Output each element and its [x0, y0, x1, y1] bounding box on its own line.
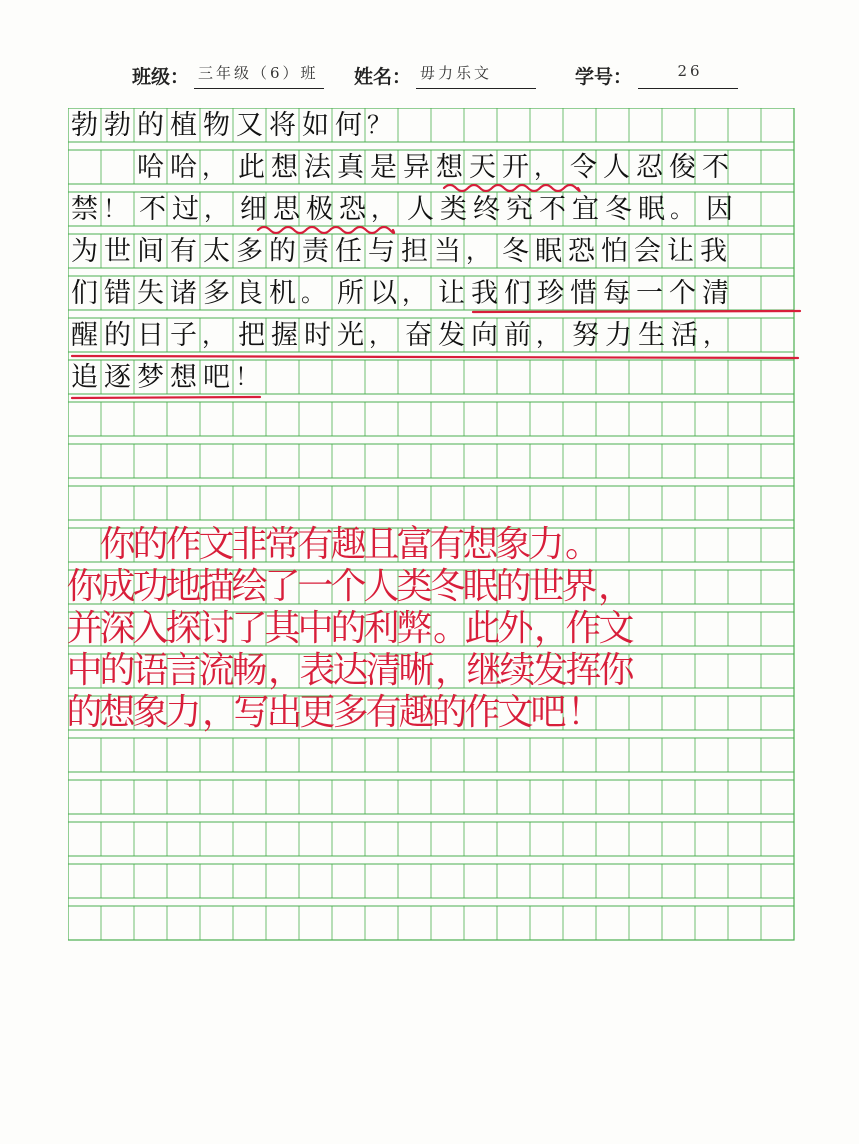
essay-char: ， [202, 153, 226, 181]
essay-char: 以 [370, 277, 397, 309]
comment-char: 中 [66, 650, 103, 691]
essay-char: 何 [335, 109, 362, 141]
essay-char: 极 [306, 193, 333, 225]
essay-line [68, 318, 736, 352]
comment-char: 有 [365, 692, 402, 733]
essay-char: 不 [702, 151, 729, 183]
essay-char: 俊 [669, 151, 696, 183]
essay-char: 眠 [535, 235, 562, 267]
essay-char: 怕 [601, 235, 628, 267]
essay-line [68, 360, 268, 394]
essay-char: 思 [273, 193, 300, 225]
essay-char: 发 [438, 319, 465, 351]
comment-char: 写 [233, 692, 270, 733]
comment-char: 眠 [462, 566, 499, 607]
essay-char: 子 [170, 319, 197, 351]
comment-char: 晰 [398, 650, 435, 691]
comment-char: 力 [165, 692, 202, 733]
essay-char: 冬 [502, 235, 529, 267]
essay-char: 奋 [405, 319, 432, 351]
essay-char: ， [466, 237, 490, 265]
class-label: 班级： [132, 66, 190, 88]
essay-char: 人 [407, 193, 434, 225]
comment-line [66, 650, 635, 691]
essay-char: 会 [634, 235, 661, 267]
essay-char: ？ [367, 111, 391, 139]
wavy-underline [258, 227, 394, 233]
comment-char: 续 [499, 650, 536, 691]
essay-char: 们 [504, 277, 531, 309]
essay-char: 担 [401, 235, 428, 267]
comment-char: 文 [497, 692, 534, 733]
essay-char: 真 [337, 151, 364, 183]
essay-char: 珍 [537, 277, 564, 309]
essay-char: 活 [671, 319, 698, 351]
comment-char: 言 [165, 650, 202, 691]
comment-char: 世 [528, 566, 565, 607]
comment-char: 趣 [398, 692, 435, 733]
essay-char [101, 150, 134, 184]
essay-char: 多 [203, 277, 230, 309]
essay-char: 前 [504, 319, 531, 351]
comment-char: 讨 [198, 608, 235, 649]
essay-char: 不 [139, 193, 166, 225]
essay-char: 梦 [137, 361, 164, 393]
comment-char: 人 [363, 566, 400, 607]
essay-char: 法 [304, 151, 331, 183]
comment-char: 有 [297, 524, 334, 565]
comment-char: 更 [299, 692, 336, 733]
comment-char: 入 [132, 608, 169, 649]
essay-char: 让 [667, 235, 694, 267]
comment-char: ， [598, 566, 635, 607]
comment-char: 地 [165, 566, 202, 607]
essay-char: 多 [236, 235, 263, 267]
comment-char: 力 [528, 524, 565, 565]
essay-char: 不 [539, 193, 566, 225]
comment-char: 类 [396, 566, 433, 607]
essay-char: 良 [236, 277, 263, 309]
essay-char: 将 [269, 109, 296, 141]
essay-char: 失 [137, 277, 164, 309]
comment-char: 的 [495, 566, 532, 607]
essay-char: 物 [203, 109, 230, 141]
comment-char: 作 [464, 692, 501, 733]
essay-char: 的 [104, 319, 131, 351]
essay-char: 吧 [203, 361, 230, 393]
essay-char: 开 [502, 151, 529, 183]
essay-char: 恐 [339, 193, 366, 225]
essay-char: ， [402, 279, 426, 307]
essay-char: 眠 [638, 193, 665, 225]
essay-char: 让 [438, 277, 465, 309]
essay-char: 想 [271, 151, 298, 183]
comment-char: 继 [466, 650, 503, 691]
comment-char: 外 [497, 608, 534, 649]
comment-char: 畅 [231, 650, 268, 691]
essay-char: 所 [337, 277, 364, 309]
comment-char: 深 [99, 608, 136, 649]
comment-char: ！ [567, 692, 604, 733]
essay-char: ， [204, 195, 228, 223]
comment-char: 的 [66, 692, 103, 733]
essay-char: 又 [236, 109, 263, 141]
comment-char: 清 [365, 650, 402, 691]
comment-char: 探 [165, 608, 202, 649]
essay-char: 醒 [71, 319, 98, 351]
comment-char: 挥 [565, 650, 602, 691]
comment-char: 作 [165, 524, 202, 565]
essay-char: 忍 [636, 151, 663, 183]
comment-char: ， [202, 692, 239, 733]
comment-char: 一 [297, 566, 334, 607]
comment-char: 绘 [231, 566, 268, 607]
essay-char: 生 [638, 319, 665, 351]
essay-char: 一 [636, 277, 663, 309]
comment-char: 成 [99, 566, 136, 607]
essay-char: ！ [235, 363, 259, 391]
essay-char: 努 [572, 319, 599, 351]
comment-char: 流 [198, 650, 235, 691]
essay-char: 握 [271, 319, 298, 351]
essay-char: 异 [403, 151, 430, 183]
essay-char: 如 [302, 109, 329, 141]
comment-char: 趣 [330, 524, 367, 565]
comment-char: 文 [598, 608, 635, 649]
essay-char: 与 [368, 235, 395, 267]
essay-char: 是 [370, 151, 397, 183]
name-value: 毋力乐文 [416, 62, 536, 89]
comment-char: 吧 [530, 692, 567, 733]
essay-char: 日 [137, 319, 164, 351]
comment-char: 达 [332, 650, 369, 691]
comment-char: 利 [363, 608, 400, 649]
class-value: 三年级（6）班 [194, 62, 324, 89]
essay-char: 想 [436, 151, 463, 183]
essay-line [68, 192, 736, 226]
comment-char: 多 [332, 692, 369, 733]
comment-char: 的 [99, 650, 136, 691]
essay-char: 终 [473, 193, 500, 225]
essay-char: ， [536, 321, 560, 349]
essay-char: 冬 [605, 193, 632, 225]
essay-char: 此 [238, 151, 265, 183]
essay-char: 时 [304, 319, 331, 351]
comment-char: 冬 [429, 566, 466, 607]
comment-char: 的 [431, 692, 468, 733]
essay-char: 有 [170, 235, 197, 267]
comment-char: 了 [231, 608, 268, 649]
comment-char: 的 [330, 608, 367, 649]
comment-char: 此 [464, 608, 501, 649]
number-value: 26 [638, 62, 738, 89]
comment-char: 作 [565, 608, 602, 649]
comment-char [68, 528, 101, 562]
essay-char: ， [371, 195, 395, 223]
comment-char: 你 [99, 524, 136, 565]
essay-char: 为 [71, 235, 98, 267]
essay-char: 勃 [104, 109, 131, 141]
essay-line [68, 276, 732, 310]
comment-char: 功 [132, 566, 169, 607]
comment-char: 弊 [396, 608, 433, 649]
essay-char: 类 [440, 193, 467, 225]
essay-line [68, 234, 730, 268]
essay-char: 哈 [170, 151, 197, 183]
essay-char: 惜 [570, 277, 597, 309]
essay-char: 逐 [104, 361, 131, 393]
essay-char: 机 [269, 277, 296, 309]
essay-char: 诸 [170, 277, 197, 309]
essay-char: 错 [104, 277, 131, 309]
comment-char: ， [534, 608, 571, 649]
comment-char: 非 [231, 524, 268, 565]
comment-char: 出 [266, 692, 303, 733]
essay-char: 过 [172, 193, 199, 225]
comment-char: 其 [264, 608, 301, 649]
comment-char: 。 [433, 608, 470, 649]
essay-char: 细 [240, 193, 267, 225]
number-label: 学号： [575, 66, 633, 88]
essay-char: ， [202, 321, 226, 349]
essay-char: 世 [104, 235, 131, 267]
comment-char: 象 [495, 524, 532, 565]
essay-char: 想 [170, 361, 197, 393]
essay-line [68, 150, 732, 184]
wavy-underline [444, 185, 580, 191]
essay-char: 令 [570, 151, 597, 183]
essay-char: 每 [603, 277, 630, 309]
comment-line [66, 566, 635, 607]
comment-line [66, 692, 604, 733]
straight-underline [473, 311, 800, 312]
comment-char: ， [268, 650, 305, 691]
comment-char: 常 [264, 524, 301, 565]
comment-char: 富 [396, 524, 433, 565]
comment-char: 你 [66, 566, 103, 607]
comment-char: 的 [132, 524, 169, 565]
essay-char: ， [703, 321, 727, 349]
essay-char [68, 150, 101, 184]
comment-char: 想 [99, 692, 136, 733]
comment-line [66, 608, 635, 649]
comment-char: 象 [132, 692, 169, 733]
essay-char: 当 [434, 235, 461, 267]
comment-char: 界 [561, 566, 598, 607]
essay-char: 清 [702, 277, 729, 309]
essay-char: ， [369, 321, 393, 349]
comment-char: 个 [330, 566, 367, 607]
essay-char: 我 [700, 235, 727, 267]
essay-char: 。 [301, 279, 325, 307]
essay-char: 责 [302, 235, 329, 267]
essay-char: 把 [238, 319, 265, 351]
essay-char: 的 [269, 235, 296, 267]
essay-char: 向 [471, 319, 498, 351]
comment-char: 发 [532, 650, 569, 691]
comment-char: 你 [598, 650, 635, 691]
essay-char: 我 [471, 277, 498, 309]
comment-char: ， [435, 650, 472, 691]
essay-char: 的 [137, 109, 164, 141]
comment-char: 表 [299, 650, 336, 691]
essay-char: 太 [203, 235, 230, 267]
comment-char: 并 [66, 608, 103, 649]
comment-char: 且 [363, 524, 400, 565]
comment-char: 。 [565, 524, 602, 565]
name-label: 姓名： [354, 66, 412, 88]
straight-underline [72, 397, 260, 398]
comment-char: 有 [429, 524, 466, 565]
essay-char: 究 [506, 193, 533, 225]
essay-char: 。 [670, 195, 694, 223]
essay-char: 人 [603, 151, 630, 183]
essay-char: 恐 [568, 235, 595, 267]
essay-char: 光 [337, 319, 364, 351]
comment-char: 语 [132, 650, 169, 691]
straight-underline [72, 356, 798, 358]
essay-char: 追 [71, 361, 98, 393]
essay-char: 因 [706, 193, 733, 225]
essay-char: 们 [71, 277, 98, 309]
essay-char: 天 [469, 151, 496, 183]
essay-char: 勃 [71, 109, 98, 141]
comment-char: 了 [264, 566, 301, 607]
essay-char: 间 [137, 235, 164, 267]
comment-char: 描 [198, 566, 235, 607]
essay-char: 植 [170, 109, 197, 141]
essay-char: 力 [605, 319, 632, 351]
essay-char: ， [534, 153, 558, 181]
essay-char: 宜 [572, 193, 599, 225]
comment-line [68, 524, 602, 565]
comment-char: 中 [297, 608, 334, 649]
comment-char: 想 [462, 524, 499, 565]
essay-char: 禁 [71, 193, 98, 225]
essay-char: 任 [335, 235, 362, 267]
essay-char: 个 [669, 277, 696, 309]
comment-char: 文 [198, 524, 235, 565]
essay-char: ！ [103, 195, 127, 223]
essay-char: 哈 [137, 151, 164, 183]
essay-line [68, 108, 400, 142]
